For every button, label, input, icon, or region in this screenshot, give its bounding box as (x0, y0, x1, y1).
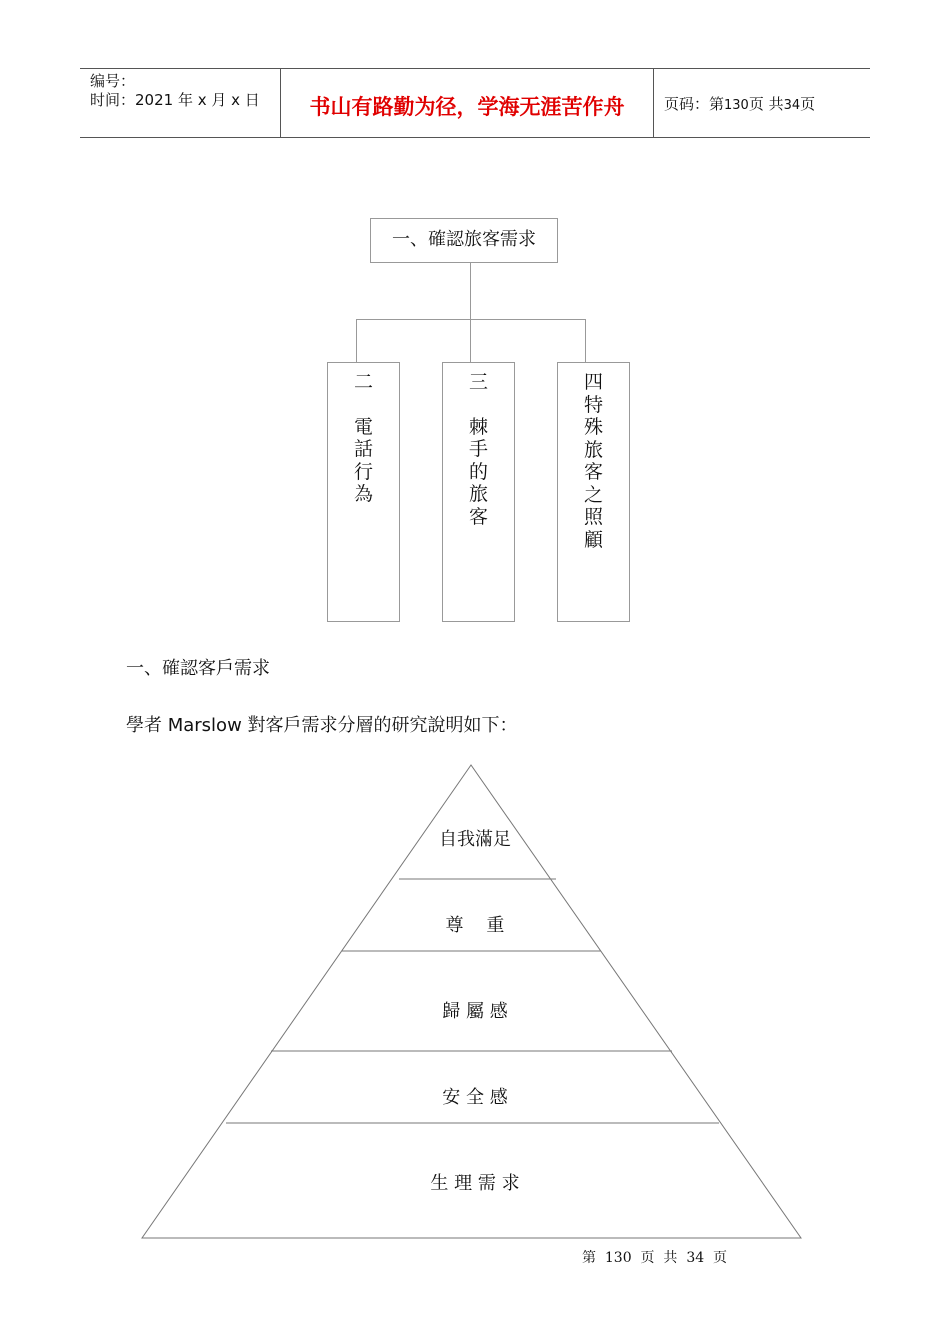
page-label: 页码：第 (664, 95, 725, 113)
org-child-label: 電 話 行 為 (353, 415, 373, 505)
intro-text: 學者 Marslow 對客戶需求分層的研究說明如下： (126, 715, 518, 736)
page-total: 34 (783, 98, 801, 113)
motto: 书山有路勤为径，学海无涯苦作舟 (309, 95, 625, 119)
pyramid-level-self-actualization: 自我滿足 (439, 829, 511, 850)
date-line: 时间：2021 年 x 月 x 日 (90, 91, 260, 109)
org-child-label: 棘 手 的 旅 客 (468, 415, 488, 528)
page-footer: 第 130 页 共 34 页 (582, 1250, 728, 1266)
page-number: 130 (724, 98, 749, 113)
page-end: 页 (800, 95, 816, 113)
org-child-number: 二 (353, 371, 373, 393)
page-mid: 页 共 (748, 95, 784, 113)
org-child-label: 特 殊 旅 客 之 照 顧 (583, 393, 603, 551)
pyramid-level-physiological: 生 理 需 求 (430, 1173, 520, 1194)
org-child-number: 四 (583, 371, 603, 393)
section-heading: 一、確認客戶需求 (126, 658, 270, 679)
pyramid-level-belonging: 歸 屬 感 (442, 1001, 508, 1022)
org-child-number: 三 (468, 371, 488, 393)
pyramid-level-esteem: 尊 重 (445, 915, 505, 936)
number-label: 编号： (90, 72, 136, 90)
org-root-box: 一、確認旅客需求 (370, 218, 558, 263)
pyramid-level-safety: 安 全 感 (442, 1087, 508, 1108)
